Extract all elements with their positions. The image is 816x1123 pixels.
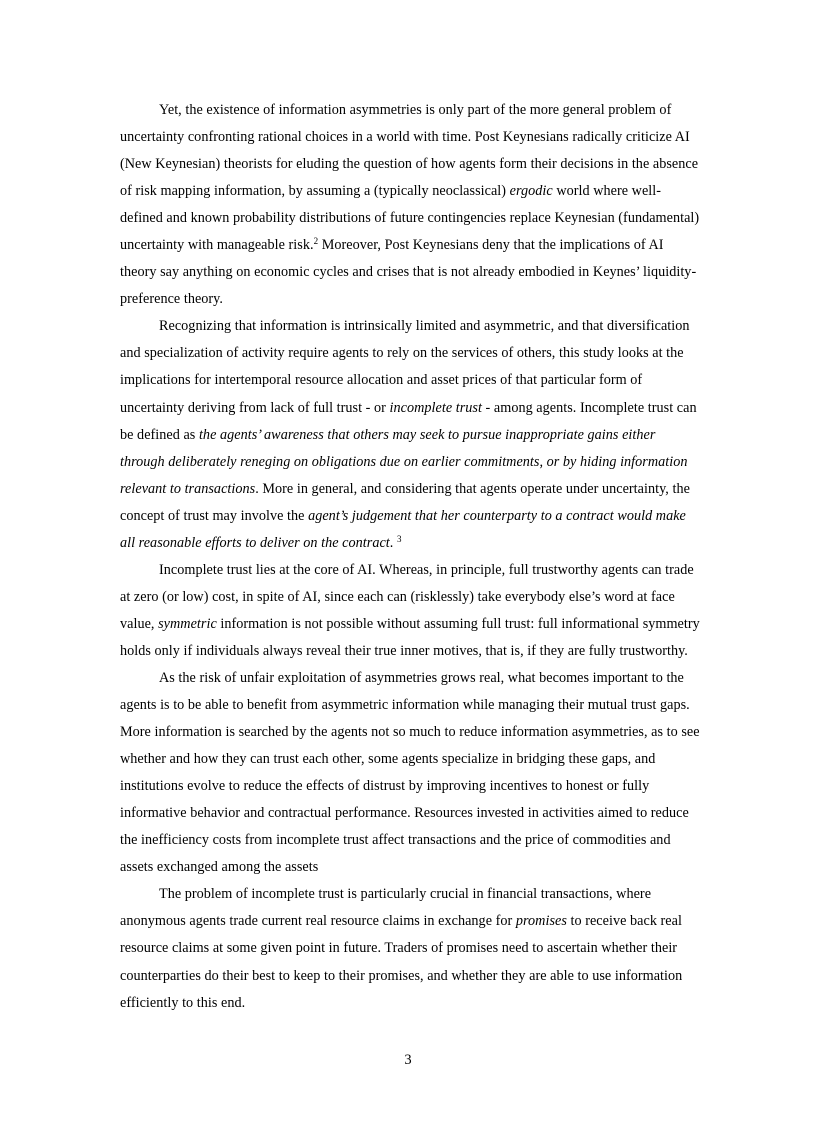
footnote-marker: 3 (396, 533, 402, 544)
italic-text: incomplete trust (389, 399, 482, 416)
text-run: . More in general, and considering that agents operate under uncertainty, the concept of trust may involve the (120, 480, 690, 524)
text-run: information is not possible without assuming full trust: full informational symmetry holds only if individuals always reveal their true inner motives, that is, if they are fully trustworthy. (120, 615, 700, 659)
italic-text: ergodic (509, 183, 553, 200)
paragraph (120, 881, 700, 1016)
page-number: 3 (404, 1052, 412, 1068)
footnote-marker: 2 (313, 236, 319, 247)
italic-text: symmetric (158, 615, 217, 632)
italic-text: promises (515, 913, 567, 930)
paragraph (120, 313, 700, 556)
italic-text: the agents’ awareness that others may seek to pursue inappropriate gains either through deliberately reneging on obligations due on earlier commitments, or by hiding information relevant to transactions (120, 426, 688, 497)
italic-text: agent’s judgement that her counterparty to a contract would make all reasonable efforts to deliver on the contract (120, 507, 686, 551)
text-run: - among agents. Incomplete trust can be defined as (120, 399, 697, 443)
text-run: world where well-defined and known probability distributions of future contingencies replace Keynesian (fundamental) uncertainty with manageable risk. (120, 183, 700, 254)
text-run: . (389, 534, 397, 551)
paragraph (120, 665, 700, 881)
text-run: Incomplete trust lies at the core of AI. Whereas, in principle, full trustworthy agents can trade at zero (or low) cost, in spite of AI, since each can (risklessly) take everybody else’s word at face value, (120, 561, 694, 632)
paragraph (120, 97, 700, 313)
text-run: Recognizing that information is intrinsically limited and asymmetric, and that diversification and specialization of activity require agents to rely on the services of others, this study looks at the implications for intertemporal resource allocation and asset prices of that particular form of uncertainty deriving from lack of full trust - or (120, 318, 690, 416)
text-run: As the risk of unfair exploitation of asymmetries grows real, what becomes important to the agents is to be able to benefit from asymmetric information while managing their mutual trust gaps. More information is searched by the agents not so much to reduce information asymmetries, as to see whether and how they can trust each other, some agents specialize in bridging these gaps, and institutions evolve to reduce the effects of distrust by improving incentives to honest or fully informative behavior and contractual performance. Resources invested in activities aimed to reduce the inefficiency costs from incomplete trust affect transactions and the price of commodities and assets exchanged among the assets (120, 669, 700, 876)
paragraph (120, 557, 700, 665)
text-run: to receive back real resource claims at some given point in future. Traders of promises need to ascertain whether their counterparties do their best to keep to their promises, and whether they are able to use information efficiently to this end. (120, 913, 683, 1011)
body-text (120, 97, 700, 1017)
text-run: Yet, the existence of information asymmetries is only part of the more general problem of uncertainty confronting rational choices in a world with time. Post Keynesians radically criticize AI (New Keynesian) theorists for eluding the question of how agents form their decisions in the absence of risk mapping information, by assuming a (typically neoclassical) (120, 102, 699, 200)
text-run: The problem of incomplete trust is particularly crucial in financial transactions, where anonymous agents trade current real resource claims in exchange for (120, 886, 652, 930)
text-run: Moreover, Post Keynesians deny that the implications of AI theory say anything on economic cycles and crises that is not already embodied in Keynes’ liquidity-preference theory. (120, 237, 697, 308)
